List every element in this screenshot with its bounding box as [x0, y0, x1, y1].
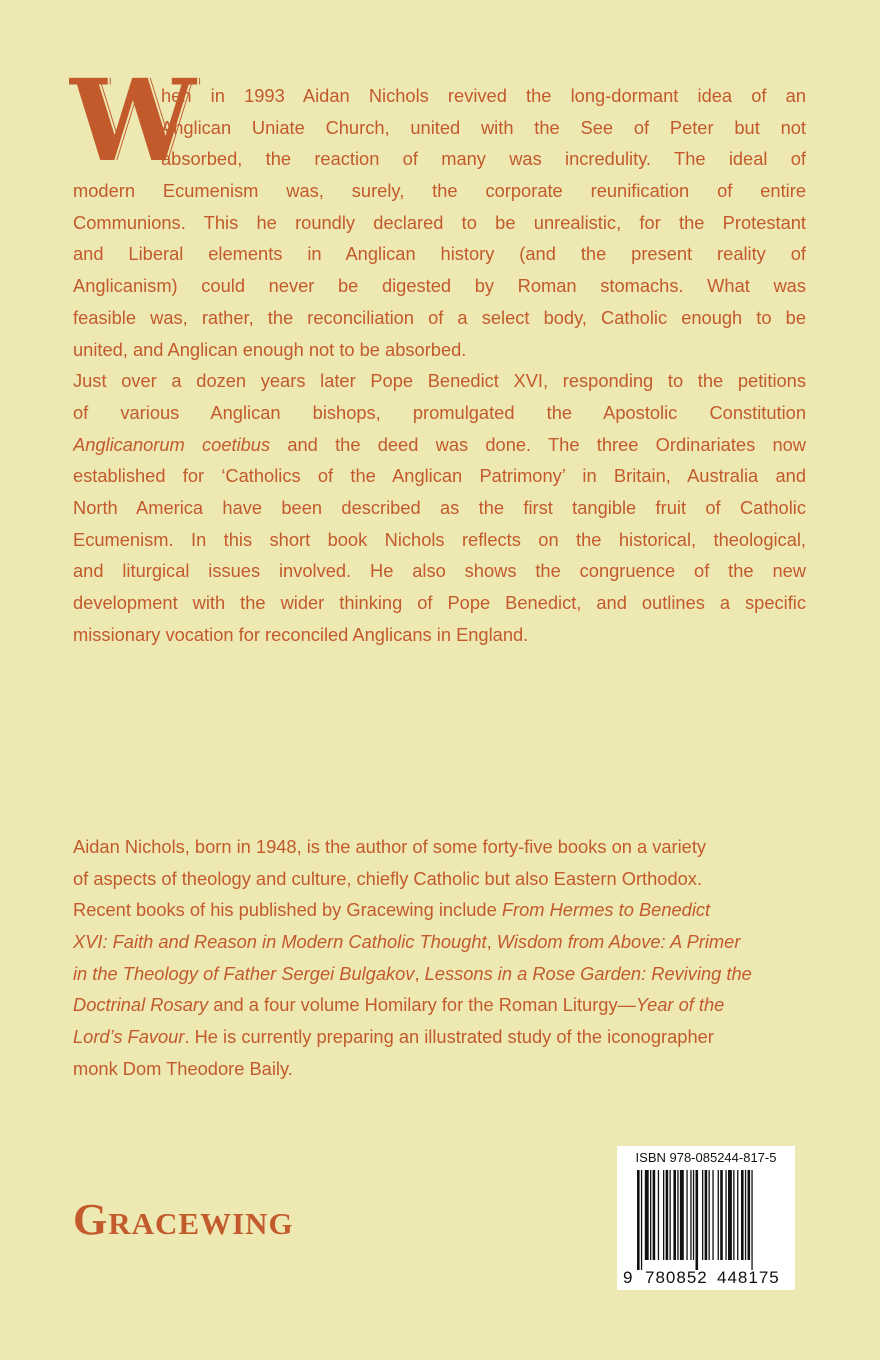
barcode-bar	[741, 1170, 744, 1260]
text-line	[73, 555, 806, 587]
text-segment: Aidan Nichols, born in 1948, is the author of some forty-five books on a variety	[73, 836, 707, 857]
text-line	[73, 619, 806, 651]
text-line	[73, 238, 806, 270]
text-line	[161, 112, 806, 144]
text-line	[73, 175, 806, 207]
italic-title: in the Theology of Father Sergei Bulgakov	[73, 962, 415, 984]
italic-title: Doctrinal Rosary	[73, 994, 209, 1016]
barcode-bar	[693, 1170, 694, 1260]
barcode-bar	[702, 1170, 703, 1260]
barcode-bar	[712, 1170, 713, 1260]
text-line	[73, 429, 806, 461]
barcode-bar	[737, 1170, 738, 1260]
barcode-bar	[751, 1170, 752, 1270]
text-segment: Just over a dozen years later Pope Benedict XVI, responding to the petitions	[73, 370, 806, 392]
barcode-bar	[725, 1170, 726, 1260]
barcode-bar	[745, 1170, 746, 1260]
barcode-bar	[663, 1170, 664, 1260]
barcode-bar	[666, 1170, 669, 1260]
text-segment: feasible was, rather, the reconciliation of a select body, Catholic enough to be	[73, 306, 806, 328]
barcode-bar	[705, 1170, 708, 1260]
barcode-bar	[690, 1170, 691, 1260]
text-line	[73, 334, 806, 366]
text-line	[73, 302, 806, 334]
author-bio	[73, 831, 806, 1085]
text-segment: Recent books of his published by Gracewing include	[73, 899, 502, 921]
italic-title: XVI: Faith and Reason in Modern Catholic Thought	[73, 931, 487, 953]
text-line	[73, 894, 806, 926]
text-segment: . He is currently preparing an illustrated study of the iconographer	[184, 1026, 714, 1048]
text-segment: absorbed, the reaction of many was incredulity. The ideal of	[161, 148, 806, 170]
text-segment: of aspects of theology and culture, chiefly Catholic but also Eastern Orthodox.	[73, 867, 703, 889]
barcode-bar	[680, 1170, 684, 1260]
italic-title: Year of the	[635, 994, 725, 1016]
text-segment: North America have been described as the first tangible fruit of Catholic	[73, 496, 806, 518]
barcode-bar	[653, 1170, 656, 1260]
text-segment: Anglican Uniate Church, united with the See of Peter but not	[161, 116, 806, 138]
barcode-bar	[718, 1170, 719, 1260]
text-segment: Communions. This he roundly declared to be unrealistic, for the Protestant	[73, 211, 806, 233]
text-segment: hen in 1993 Aidan Nichols revived the long-dormant idea of an	[161, 85, 806, 106]
text-segment: and a four volume Homilary for the Roman Liturgy—	[208, 994, 636, 1016]
barcode-bar	[650, 1170, 651, 1260]
italic-title: Lord’s Favour	[73, 1026, 185, 1048]
text-line	[161, 80, 806, 112]
italic-title: Anglicanorum coetibus	[73, 433, 271, 455]
text-line	[73, 1021, 806, 1053]
barcode-bar	[658, 1170, 659, 1260]
barcode-digit-first: 9	[623, 1268, 633, 1287]
text-line	[73, 863, 806, 895]
text-segment: ,	[486, 931, 497, 953]
barcode-digits-right: 448175	[717, 1268, 780, 1287]
text-segment: and Liberal elements in Anglican history (and the present reality of	[73, 243, 806, 265]
isbn-barcode	[617, 1146, 795, 1290]
barcode-bar	[748, 1170, 751, 1260]
text-segment: and liturgical issues involved. He also shows the congruence of the new	[73, 560, 806, 582]
barcode-bar	[696, 1170, 699, 1270]
text-segment: united, and Anglican enough not to be absorbed.	[73, 338, 467, 360]
italic-title: Lessons in a Rose Garden: Reviving the	[424, 962, 752, 984]
barcode-bar	[645, 1170, 649, 1260]
text-line	[73, 831, 806, 863]
barcode-bar	[709, 1170, 710, 1260]
text-line	[73, 926, 806, 958]
text-line	[73, 492, 806, 524]
text-line	[73, 587, 806, 619]
text-segment: development with the wider thinking of Pope Benedict, and outlines a specific	[73, 592, 806, 613]
barcode-bars	[637, 1170, 787, 1270]
text-line	[73, 397, 806, 429]
text-line	[73, 524, 806, 556]
barcode-bar	[641, 1170, 642, 1270]
barcode-bar	[720, 1170, 723, 1260]
text-segment: of various Anglican bishops, promulgated the Apostolic Constitution	[73, 401, 806, 423]
text-segment: Anglicanism) could never be digested by Roman stomachs. What was	[73, 275, 806, 297]
text-segment: established for ‘Catholics of the Anglican Patrimony’ in Britain, Australia and	[73, 465, 806, 487]
text-segment: Ecumenism. In this short book Nichols reflects on the historical, theological,	[73, 528, 806, 550]
barcode-bar	[670, 1170, 671, 1260]
italic-title: Wisdom from Above: A Primer	[496, 931, 741, 953]
text-line	[73, 460, 806, 492]
text-segment: modern Ecumenism was, surely, the corporate reunification of entire	[73, 180, 806, 202]
text-line	[73, 365, 806, 397]
barcode-bar	[728, 1170, 732, 1260]
text-line	[73, 989, 806, 1021]
barcode-bar	[686, 1170, 687, 1260]
text-line	[73, 270, 806, 302]
text-line	[73, 958, 806, 990]
text-segment: monk Dom Theodore Baily.	[73, 1057, 293, 1079]
barcode-bar	[677, 1170, 678, 1260]
text-segment: ,	[414, 962, 425, 984]
barcode-bar	[637, 1170, 640, 1270]
isbn-label: ISBN 978-085244-817-5	[635, 1150, 777, 1165]
italic-title: From Hermes to Benedict	[501, 899, 711, 921]
text-segment: missionary vocation for reconciled Anglicans in England.	[73, 623, 529, 645]
book-description	[73, 80, 806, 650]
text-line	[73, 1053, 806, 1085]
barcode-bar	[733, 1170, 734, 1260]
text-line	[73, 207, 806, 239]
barcode-digits-left: 780852	[645, 1268, 708, 1287]
text-segment: and the deed was done. The three Ordinariates now	[270, 433, 806, 455]
text-line	[161, 143, 806, 175]
barcode-bar	[673, 1170, 676, 1260]
publisher-logo: Gracewing	[73, 1195, 294, 1244]
drop-cap: W	[70, 56, 196, 187]
